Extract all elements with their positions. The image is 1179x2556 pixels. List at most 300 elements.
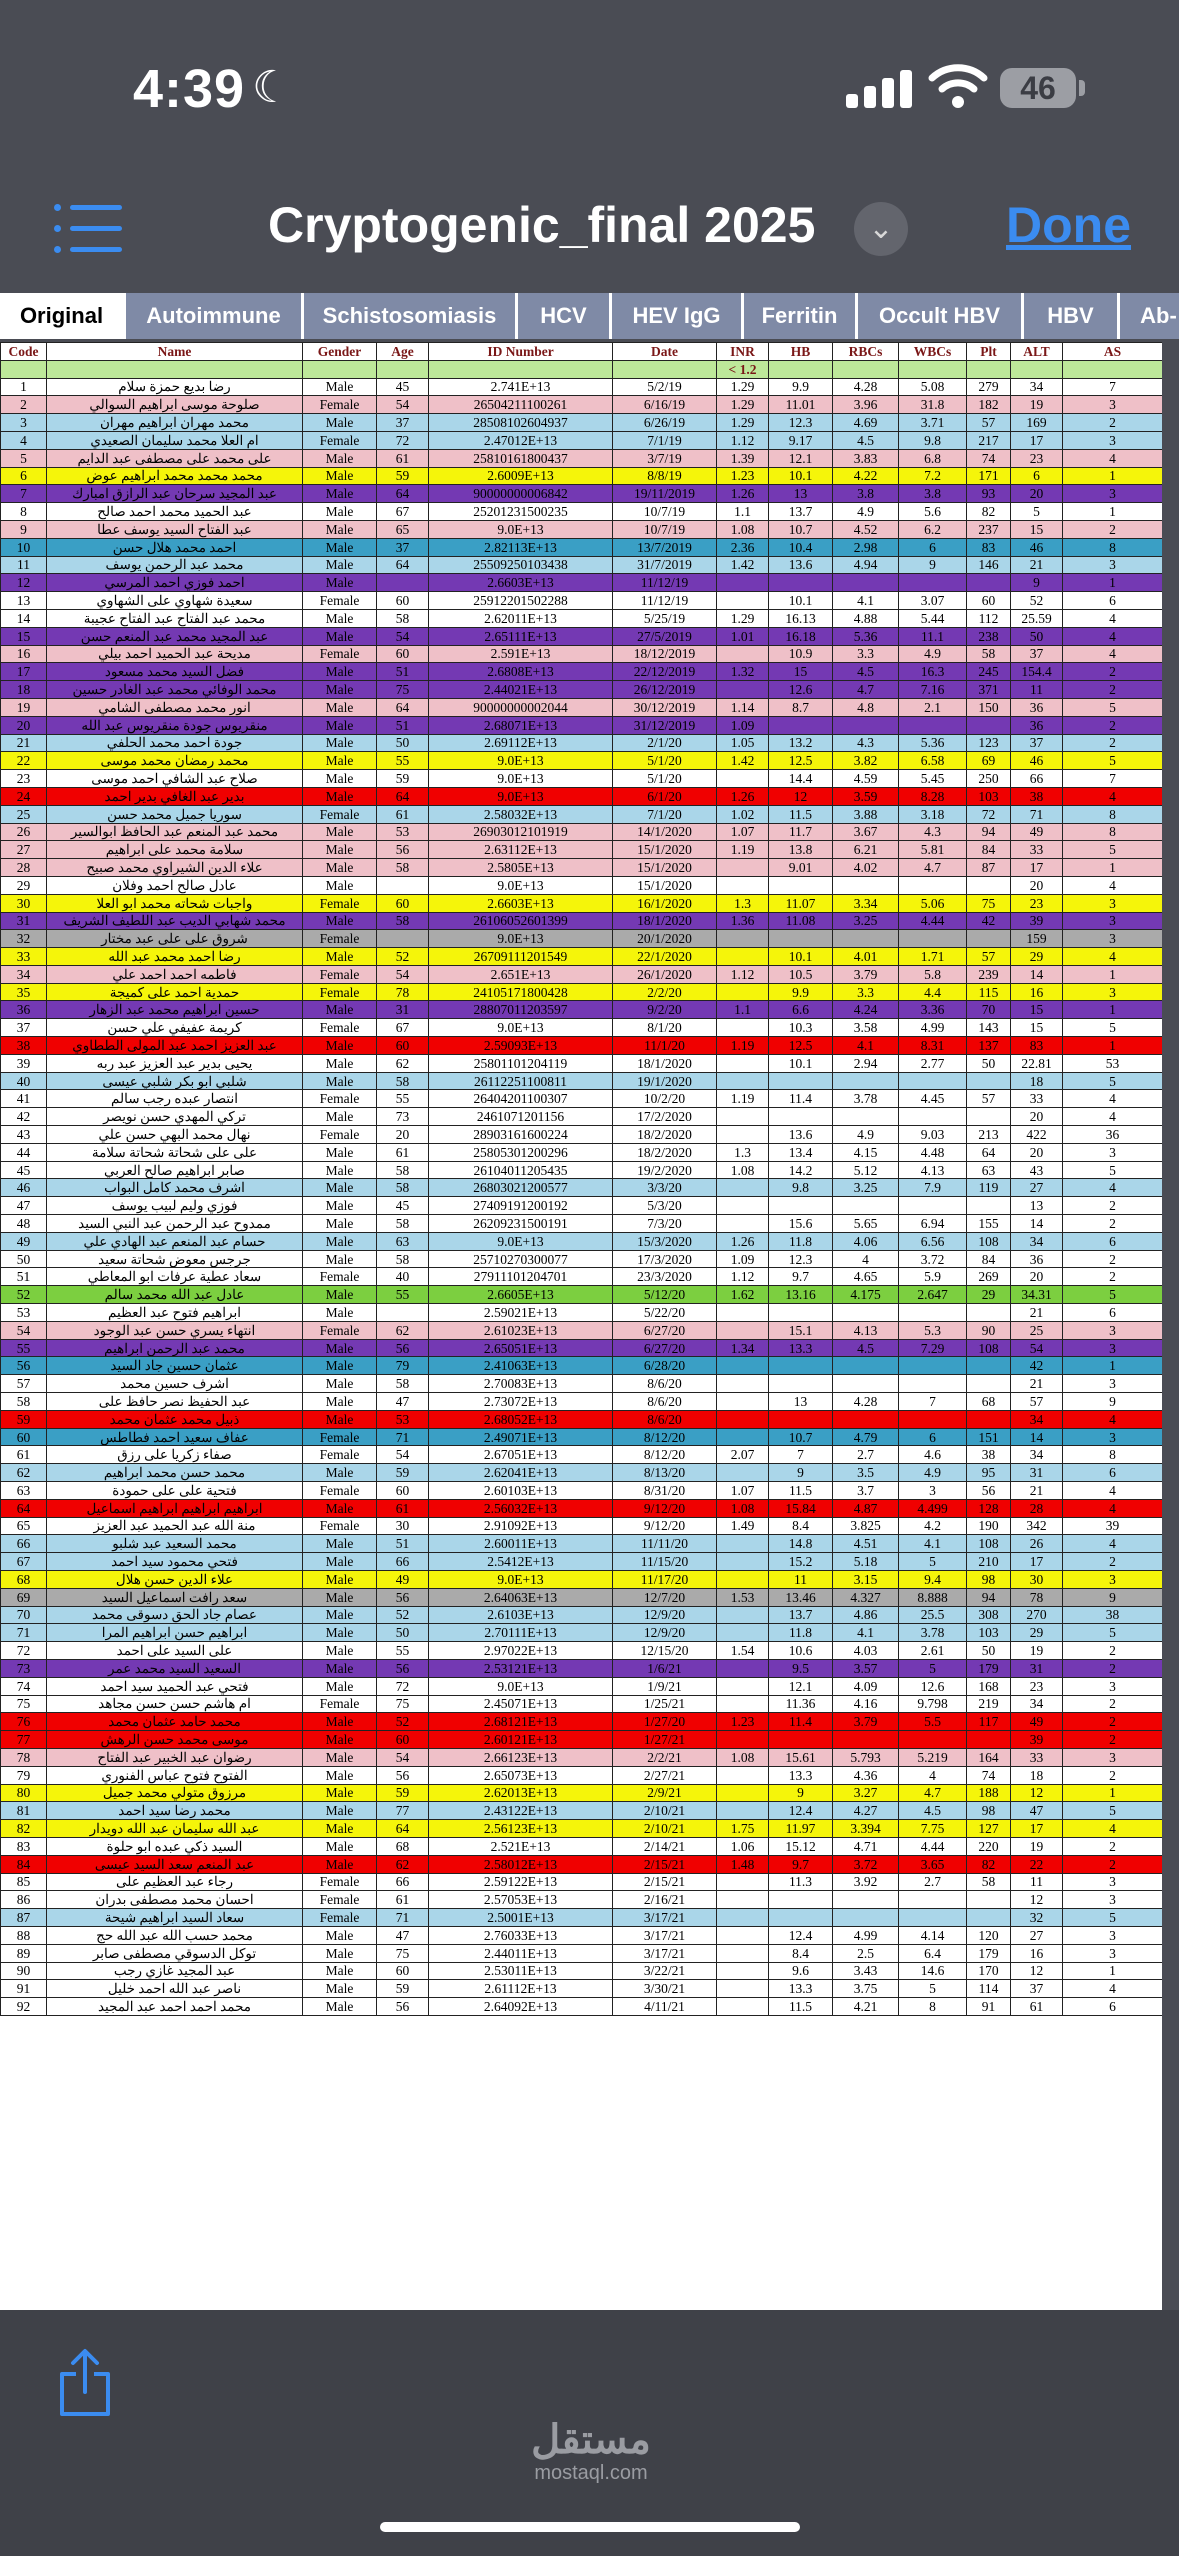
- cell-hb[interactable]: 11.5: [769, 1482, 833, 1500]
- cell-ast[interactable]: 5: [1063, 1286, 1163, 1304]
- cell-date[interactable]: 18/12/2019: [613, 645, 717, 663]
- cell-wbcs[interactable]: 5.06: [899, 894, 967, 912]
- cell-age[interactable]: 61: [377, 1499, 429, 1517]
- cell-date[interactable]: 12/9/20: [613, 1606, 717, 1624]
- cell-name[interactable]: تركي المهدي حسن نويصر: [47, 1108, 303, 1126]
- table-row[interactable]: [1, 1624, 1163, 1642]
- cell-wbcs[interactable]: 5.45: [899, 770, 967, 788]
- cell-code[interactable]: 15: [1, 627, 47, 645]
- cell-wbcs[interactable]: 5.6: [899, 503, 967, 521]
- cell-date[interactable]: 3/3/20: [613, 1179, 717, 1197]
- cell-hb[interactable]: 11.36: [769, 1695, 833, 1713]
- cell-alt[interactable]: 33: [1011, 841, 1063, 859]
- cell-inr[interactable]: 1.29: [717, 609, 769, 627]
- cell-alt[interactable]: 38: [1011, 787, 1063, 805]
- cell-rbcs[interactable]: 3.8: [833, 485, 899, 503]
- cell-wbcs[interactable]: 2.1: [899, 698, 967, 716]
- cell-alt[interactable]: 342: [1011, 1517, 1063, 1535]
- cell-gender[interactable]: Male: [303, 1820, 377, 1838]
- cell-gender[interactable]: Male: [303, 1215, 377, 1233]
- cell-code[interactable]: 31: [1, 912, 47, 930]
- cell-alt[interactable]: 6: [1011, 467, 1063, 485]
- cell-alt[interactable]: 34: [1011, 1410, 1063, 1428]
- cell-code[interactable]: 55: [1, 1339, 47, 1357]
- cell-name[interactable]: ابراهيم ابراهيم ابراهيم اسماعيل: [47, 1499, 303, 1517]
- cell-rbcs[interactable]: 4.65: [833, 1268, 899, 1286]
- cell-alt[interactable]: 36: [1011, 1250, 1063, 1268]
- cell-id[interactable]: 2.58032E+13: [429, 805, 613, 823]
- cell-age[interactable]: 59: [377, 1784, 429, 1802]
- cell-plt[interactable]: 57: [967, 1090, 1011, 1108]
- cell-id[interactable]: 2.68071E+13: [429, 716, 613, 734]
- table-row[interactable]: [1, 1570, 1163, 1588]
- cell-id[interactable]: 2.61112E+13: [429, 1980, 613, 1998]
- cell-name[interactable]: السعيد السيد محمد عمر: [47, 1659, 303, 1677]
- cell-hb[interactable]: 11.07: [769, 894, 833, 912]
- cell-name[interactable]: فاطمه احمد احمد علي: [47, 965, 303, 983]
- cell-alt[interactable]: 39: [1011, 1731, 1063, 1749]
- cell-ast[interactable]: 1: [1063, 1357, 1163, 1375]
- cell-date[interactable]: 2/15/21: [613, 1873, 717, 1891]
- cell-rbcs[interactable]: 4.1: [833, 592, 899, 610]
- cell-ast[interactable]: 1: [1063, 859, 1163, 877]
- table-row[interactable]: [1, 1606, 1163, 1624]
- cell-ast[interactable]: 2: [1063, 1695, 1163, 1713]
- cell-gender[interactable]: Male: [303, 1677, 377, 1695]
- cell-plt[interactable]: 179: [967, 1659, 1011, 1677]
- cell-date[interactable]: 2/14/21: [613, 1837, 717, 1855]
- cell-alt[interactable]: 9: [1011, 574, 1063, 592]
- cell-id[interactable]: 25801101204119: [429, 1054, 613, 1072]
- cell-name[interactable]: احمد فوزي احمد المرسي: [47, 574, 303, 592]
- cell-hb[interactable]: 10.1: [769, 592, 833, 610]
- cell-wbcs[interactable]: [899, 1072, 967, 1090]
- cell-id[interactable]: 26709111201549: [429, 948, 613, 966]
- cell-alt[interactable]: 34.31: [1011, 1286, 1063, 1304]
- cell-gender[interactable]: Male: [303, 1713, 377, 1731]
- cell-rbcs[interactable]: [833, 876, 899, 894]
- cell-ast[interactable]: 1: [1063, 574, 1163, 592]
- cell-alt[interactable]: 57: [1011, 1393, 1063, 1411]
- cell-code[interactable]: 76: [1, 1713, 47, 1731]
- cell-code[interactable]: 35: [1, 983, 47, 1001]
- cell-plt[interactable]: 150: [967, 698, 1011, 716]
- cell-name[interactable]: عثمان حسين جاد السيد: [47, 1357, 303, 1375]
- cell-name[interactable]: حمدية احمد على كميجة: [47, 983, 303, 1001]
- table-row[interactable]: [1, 645, 1163, 663]
- cell-ast[interactable]: 5: [1063, 1909, 1163, 1927]
- cell-rbcs[interactable]: 4.8: [833, 698, 899, 716]
- cell-wbcs[interactable]: 25.5: [899, 1606, 967, 1624]
- cell-gender[interactable]: Male: [303, 467, 377, 485]
- cell-id[interactable]: 27409191200192: [429, 1197, 613, 1215]
- cell-age[interactable]: 54: [377, 396, 429, 414]
- cell-rbcs[interactable]: 5.12: [833, 1161, 899, 1179]
- cell-wbcs[interactable]: [899, 1731, 967, 1749]
- table-row[interactable]: [1, 663, 1163, 681]
- cell-gender[interactable]: Female: [303, 983, 377, 1001]
- cell-date[interactable]: 10/7/19: [613, 520, 717, 538]
- cell-plt[interactable]: 69: [967, 752, 1011, 770]
- cell-wbcs[interactable]: 7: [899, 1393, 967, 1411]
- cell-inr[interactable]: 2.07: [717, 1446, 769, 1464]
- cell-rbcs[interactable]: [833, 930, 899, 948]
- cell-id[interactable]: 26112251100811: [429, 1072, 613, 1090]
- cell-alt[interactable]: 11: [1011, 1873, 1063, 1891]
- cell-age[interactable]: 78: [377, 983, 429, 1001]
- cell-code[interactable]: 47: [1, 1197, 47, 1215]
- table-row[interactable]: [1, 1873, 1163, 1891]
- cell-age[interactable]: 60: [377, 592, 429, 610]
- cell-ast[interactable]: 4: [1063, 1535, 1163, 1553]
- cell-code[interactable]: 84: [1, 1855, 47, 1873]
- table-row[interactable]: [1, 894, 1163, 912]
- cell-date[interactable]: 4/11/21: [613, 1998, 717, 2016]
- cell-id[interactable]: 2.59021E+13: [429, 1304, 613, 1322]
- cell-alt[interactable]: 14: [1011, 965, 1063, 983]
- cell-code[interactable]: 71: [1, 1624, 47, 1642]
- cell-code[interactable]: 68: [1, 1570, 47, 1588]
- cell-inr[interactable]: 1.1: [717, 503, 769, 521]
- cell-wbcs[interactable]: 9.4: [899, 1570, 967, 1588]
- cell-date[interactable]: 2/10/21: [613, 1802, 717, 1820]
- cell-age[interactable]: 49: [377, 1570, 429, 1588]
- cell-inr[interactable]: [717, 1802, 769, 1820]
- table-row[interactable]: [1, 1588, 1163, 1606]
- cell-rbcs[interactable]: 5.65: [833, 1215, 899, 1233]
- cell-plt[interactable]: 190: [967, 1517, 1011, 1535]
- cell-rbcs[interactable]: 4.22: [833, 467, 899, 485]
- cell-date[interactable]: 3/22/21: [613, 1962, 717, 1980]
- cell-ast[interactable]: 4: [1063, 1482, 1163, 1500]
- cell-rbcs[interactable]: 5.18: [833, 1553, 899, 1571]
- cell-age[interactable]: 60: [377, 1037, 429, 1055]
- table-row[interactable]: [1, 1677, 1163, 1695]
- table-row[interactable]: [1, 1108, 1163, 1126]
- cell-inr[interactable]: 1.29: [717, 378, 769, 396]
- cell-inr[interactable]: 1.75: [717, 1820, 769, 1838]
- cell-id[interactable]: 2.651E+13: [429, 965, 613, 983]
- cell-wbcs[interactable]: 4.99: [899, 1019, 967, 1037]
- cell-code[interactable]: 61: [1, 1446, 47, 1464]
- cell-code[interactable]: 13: [1, 592, 47, 610]
- cell-rbcs[interactable]: [833, 1410, 899, 1428]
- cell-code[interactable]: 82: [1, 1820, 47, 1838]
- cell-name[interactable]: علاء الدين الشيراوي محمد صبيح: [47, 859, 303, 877]
- cell-age[interactable]: 55: [377, 752, 429, 770]
- cell-hb[interactable]: 8.4: [769, 1944, 833, 1962]
- cell-date[interactable]: 9/12/20: [613, 1517, 717, 1535]
- cell-age[interactable]: 66: [377, 1873, 429, 1891]
- cell-wbcs[interactable]: [899, 1197, 967, 1215]
- cell-id[interactable]: 2.65111E+13: [429, 627, 613, 645]
- cell-hb[interactable]: 14.2: [769, 1161, 833, 1179]
- cell-inr[interactable]: 1.05: [717, 734, 769, 752]
- cell-plt[interactable]: [967, 1072, 1011, 1090]
- cell-gender[interactable]: Male: [303, 574, 377, 592]
- cell-alt[interactable]: 23: [1011, 449, 1063, 467]
- table-row[interactable]: [1, 378, 1163, 396]
- table-row[interactable]: [1, 574, 1163, 592]
- table-row[interactable]: [1, 948, 1163, 966]
- table-row[interactable]: [1, 449, 1163, 467]
- table-row[interactable]: [1, 734, 1163, 752]
- cell-age[interactable]: 52: [377, 1606, 429, 1624]
- table-row[interactable]: [1, 1962, 1163, 1980]
- cell-rbcs[interactable]: 3.15: [833, 1570, 899, 1588]
- cell-wbcs[interactable]: 5.3: [899, 1321, 967, 1339]
- cell-date[interactable]: 20/1/2020: [613, 930, 717, 948]
- cell-gender[interactable]: Male: [303, 716, 377, 734]
- cell-alt[interactable]: 15: [1011, 1019, 1063, 1037]
- cell-ast[interactable]: 2: [1063, 1766, 1163, 1784]
- cell-date[interactable]: 8/8/19: [613, 467, 717, 485]
- cell-name[interactable]: جودة احمد محمد الحلفي: [47, 734, 303, 752]
- cell-id[interactable]: 2.6605E+13: [429, 1286, 613, 1304]
- cell-rbcs[interactable]: [833, 1731, 899, 1749]
- cell-date[interactable]: 12/15/20: [613, 1642, 717, 1660]
- table-row[interactable]: [1, 823, 1163, 841]
- cell-plt[interactable]: 164: [967, 1748, 1011, 1766]
- cell-ast[interactable]: 3: [1063, 1339, 1163, 1357]
- cell-code[interactable]: 14: [1, 609, 47, 627]
- cell-name[interactable]: ناصر عبد الله احمد خليل: [47, 1980, 303, 1998]
- cell-id[interactable]: 90000000006842: [429, 485, 613, 503]
- table-row[interactable]: [1, 787, 1163, 805]
- table-row[interactable]: [1, 431, 1163, 449]
- cell-age[interactable]: 37: [377, 414, 429, 432]
- table-row[interactable]: [1, 1695, 1163, 1713]
- cell-inr[interactable]: [717, 1998, 769, 2016]
- cell-rbcs[interactable]: 4.99: [833, 1926, 899, 1944]
- cell-name[interactable]: سلامة محمد على ابراهيم: [47, 841, 303, 859]
- cell-hb[interactable]: [769, 1357, 833, 1375]
- cell-age[interactable]: 71: [377, 1909, 429, 1927]
- cell-ast[interactable]: 3: [1063, 983, 1163, 1001]
- cell-name[interactable]: سوريا جميل محمد حسن: [47, 805, 303, 823]
- cell-rbcs[interactable]: [833, 1375, 899, 1393]
- cell-wbcs[interactable]: 5.9: [899, 1268, 967, 1286]
- cell-wbcs[interactable]: 4.45: [899, 1090, 967, 1108]
- cell-rbcs[interactable]: 4.87: [833, 1499, 899, 1517]
- cell-inr[interactable]: [717, 1695, 769, 1713]
- cell-plt[interactable]: 60: [967, 592, 1011, 610]
- cell-alt[interactable]: 46: [1011, 752, 1063, 770]
- cell-age[interactable]: 56: [377, 1659, 429, 1677]
- cell-wbcs[interactable]: [899, 1909, 967, 1927]
- cell-date[interactable]: 18/2/2020: [613, 1143, 717, 1161]
- cell-gender[interactable]: Male: [303, 1001, 377, 1019]
- cell-plt[interactable]: 119: [967, 1179, 1011, 1197]
- cell-age[interactable]: 40: [377, 1268, 429, 1286]
- cell-rbcs[interactable]: 3.27: [833, 1784, 899, 1802]
- cell-id[interactable]: 2.591E+13: [429, 645, 613, 663]
- cell-rbcs[interactable]: 3.57: [833, 1659, 899, 1677]
- cell-code[interactable]: 45: [1, 1161, 47, 1179]
- cell-rbcs[interactable]: 4.175: [833, 1286, 899, 1304]
- cell-name[interactable]: عصام جاد الحق دسوقى محمد: [47, 1606, 303, 1624]
- cell-age[interactable]: 62: [377, 1321, 429, 1339]
- cell-hb[interactable]: 9.5: [769, 1659, 833, 1677]
- cell-date[interactable]: 26/1/2020: [613, 965, 717, 983]
- cell-ast[interactable]: 6: [1063, 1464, 1163, 1482]
- cell-alt[interactable]: 19: [1011, 1642, 1063, 1660]
- cell-inr[interactable]: 1.01: [717, 627, 769, 645]
- cell-inr[interactable]: 1.32: [717, 663, 769, 681]
- table-row[interactable]: [1, 1286, 1163, 1304]
- cell-alt[interactable]: 34: [1011, 1446, 1063, 1464]
- cell-gender[interactable]: Female: [303, 1695, 377, 1713]
- cell-alt[interactable]: 71: [1011, 805, 1063, 823]
- cell-date[interactable]: 11/12/19: [613, 592, 717, 610]
- cell-hb[interactable]: 10.5: [769, 965, 833, 983]
- cell-date[interactable]: 15/1/2020: [613, 841, 717, 859]
- cell-name[interactable]: محمد شهابي الديب عبد اللطيف الشريف: [47, 912, 303, 930]
- cell-wbcs[interactable]: [899, 1375, 967, 1393]
- cell-wbcs[interactable]: 12.6: [899, 1677, 967, 1695]
- cell-inr[interactable]: 2.36: [717, 538, 769, 556]
- cell-date[interactable]: 11/15/20: [613, 1553, 717, 1571]
- cell-hb[interactable]: 15: [769, 663, 833, 681]
- cell-hb[interactable]: 15.6: [769, 1215, 833, 1233]
- cell-alt[interactable]: 37: [1011, 734, 1063, 752]
- cell-ast[interactable]: 8: [1063, 823, 1163, 841]
- cell-date[interactable]: 8/13/20: [613, 1464, 717, 1482]
- cell-name[interactable]: فضل السيد محمد مسعود: [47, 663, 303, 681]
- cell-id[interactable]: 2.45071E+13: [429, 1695, 613, 1713]
- cell-alt[interactable]: 15: [1011, 520, 1063, 538]
- cell-age[interactable]: 55: [377, 1642, 429, 1660]
- cell-name[interactable]: اشرف حسين محمد: [47, 1375, 303, 1393]
- cell-date[interactable]: 1/6/21: [613, 1659, 717, 1677]
- cell-wbcs[interactable]: 6.2: [899, 520, 967, 538]
- cell-code[interactable]: 2: [1, 396, 47, 414]
- cell-inr[interactable]: [717, 770, 769, 788]
- cell-ast[interactable]: 1: [1063, 503, 1163, 521]
- cell-inr[interactable]: 1.42: [717, 556, 769, 574]
- cell-plt[interactable]: [967, 1197, 1011, 1215]
- cell-wbcs[interactable]: 5.81: [899, 841, 967, 859]
- cell-gender[interactable]: Male: [303, 1161, 377, 1179]
- cell-inr[interactable]: [717, 1321, 769, 1339]
- cell-inr[interactable]: 1.54: [717, 1642, 769, 1660]
- cell-date[interactable]: 17/2/2020: [613, 1108, 717, 1126]
- cell-hb[interactable]: 12.3: [769, 414, 833, 432]
- cell-id[interactable]: 2.47012E+13: [429, 431, 613, 449]
- cell-alt[interactable]: 14: [1011, 1428, 1063, 1446]
- cell-hb[interactable]: 13: [769, 1393, 833, 1411]
- cell-id[interactable]: 2.66123E+13: [429, 1748, 613, 1766]
- cell-inr[interactable]: [717, 983, 769, 1001]
- cell-inr[interactable]: [717, 1980, 769, 1998]
- cell-plt[interactable]: [967, 716, 1011, 734]
- cell-name[interactable]: اشرف محمد كامل البواب: [47, 1179, 303, 1197]
- cell-rbcs[interactable]: [833, 716, 899, 734]
- cell-date[interactable]: 5/1/20: [613, 770, 717, 788]
- cell-name[interactable]: فتحي عبد الحميد سيد احمد: [47, 1677, 303, 1695]
- cell-id[interactable]: 2.64063E+13: [429, 1588, 613, 1606]
- table-row[interactable]: [1, 467, 1163, 485]
- cell-date[interactable]: 12/7/20: [613, 1588, 717, 1606]
- cell-ast[interactable]: 2: [1063, 1197, 1163, 1215]
- cell-plt[interactable]: 220: [967, 1837, 1011, 1855]
- cell-date[interactable]: 1/27/21: [613, 1731, 717, 1749]
- cell-gender[interactable]: Male: [303, 378, 377, 396]
- cell-inr[interactable]: 1.53: [717, 1588, 769, 1606]
- cell-gender[interactable]: Male: [303, 841, 377, 859]
- cell-age[interactable]: 30: [377, 1517, 429, 1535]
- cell-ast[interactable]: 1: [1063, 1962, 1163, 1980]
- cell-gender[interactable]: Male: [303, 752, 377, 770]
- cell-wbcs[interactable]: 4: [899, 1766, 967, 1784]
- cell-date[interactable]: 31/7/2019: [613, 556, 717, 574]
- cell-id[interactable]: 2.62013E+13: [429, 1784, 613, 1802]
- cell-code[interactable]: 87: [1, 1909, 47, 1927]
- cell-wbcs[interactable]: 2.7: [899, 1873, 967, 1891]
- cell-code[interactable]: 80: [1, 1784, 47, 1802]
- cell-wbcs[interactable]: 8.888: [899, 1588, 967, 1606]
- cell-age[interactable]: 68: [377, 1837, 429, 1855]
- cell-rbcs[interactable]: 4.88: [833, 609, 899, 627]
- cell-name[interactable]: صلاح عبد الشافي احمد موسى: [47, 770, 303, 788]
- done-button[interactable]: Done: [1006, 197, 1131, 253]
- cell-plt[interactable]: 58: [967, 1873, 1011, 1891]
- cell-ast[interactable]: 3: [1063, 1428, 1163, 1446]
- cell-id[interactable]: 2.65073E+13: [429, 1766, 613, 1784]
- cell-hb[interactable]: [769, 876, 833, 894]
- table-row[interactable]: [1, 1499, 1163, 1517]
- cell-inr[interactable]: [717, 930, 769, 948]
- cell-alt[interactable]: 21: [1011, 1375, 1063, 1393]
- table-row[interactable]: [1, 805, 1163, 823]
- cell-rbcs[interactable]: 3.5: [833, 1464, 899, 1482]
- cell-gender[interactable]: Male: [303, 1286, 377, 1304]
- cell-date[interactable]: 6/27/20: [613, 1339, 717, 1357]
- cell-name[interactable]: شروق على على عبد مختار: [47, 930, 303, 948]
- cell-ast[interactable]: 2: [1063, 663, 1163, 681]
- cell-rbcs[interactable]: 3.75: [833, 1980, 899, 1998]
- cell-rbcs[interactable]: 4.7: [833, 681, 899, 699]
- cell-alt[interactable]: 23: [1011, 1677, 1063, 1695]
- cell-ast[interactable]: 4: [1063, 1820, 1163, 1838]
- spreadsheet-view[interactable]: [0, 342, 1162, 2310]
- cell-age[interactable]: 66: [377, 1553, 429, 1571]
- cell-ast[interactable]: 9: [1063, 1393, 1163, 1411]
- tab-occult-hbv[interactable]: Occult HBV: [858, 293, 1024, 339]
- cell-alt[interactable]: 37: [1011, 1980, 1063, 1998]
- cell-wbcs[interactable]: 5.219: [899, 1748, 967, 1766]
- cell-id[interactable]: 26106052601399: [429, 912, 613, 930]
- cell-alt[interactable]: 37: [1011, 645, 1063, 663]
- cell-age[interactable]: 31: [377, 1001, 429, 1019]
- cell-gender[interactable]: Male: [303, 1766, 377, 1784]
- cell-plt[interactable]: 127: [967, 1820, 1011, 1838]
- cell-inr[interactable]: 1.62: [717, 1286, 769, 1304]
- cell-alt[interactable]: 5: [1011, 503, 1063, 521]
- cell-ast[interactable]: 3: [1063, 1748, 1163, 1766]
- cell-inr[interactable]: 1.26: [717, 787, 769, 805]
- cell-wbcs[interactable]: 3: [899, 1482, 967, 1500]
- cell-inr[interactable]: 1.48: [717, 1855, 769, 1873]
- cell-name[interactable]: ام العلا محمد سليمان الصعيدي: [47, 431, 303, 449]
- cell-hb[interactable]: [769, 1108, 833, 1126]
- cell-gender[interactable]: Male: [303, 1393, 377, 1411]
- cell-rbcs[interactable]: [833, 1304, 899, 1322]
- cell-gender[interactable]: Female: [303, 1126, 377, 1144]
- cell-name[interactable]: محمد عبد المنعم عبد الحافظ ابوالسير: [47, 823, 303, 841]
- cell-wbcs[interactable]: 5.36: [899, 734, 967, 752]
- cell-inr[interactable]: 1.12: [717, 965, 769, 983]
